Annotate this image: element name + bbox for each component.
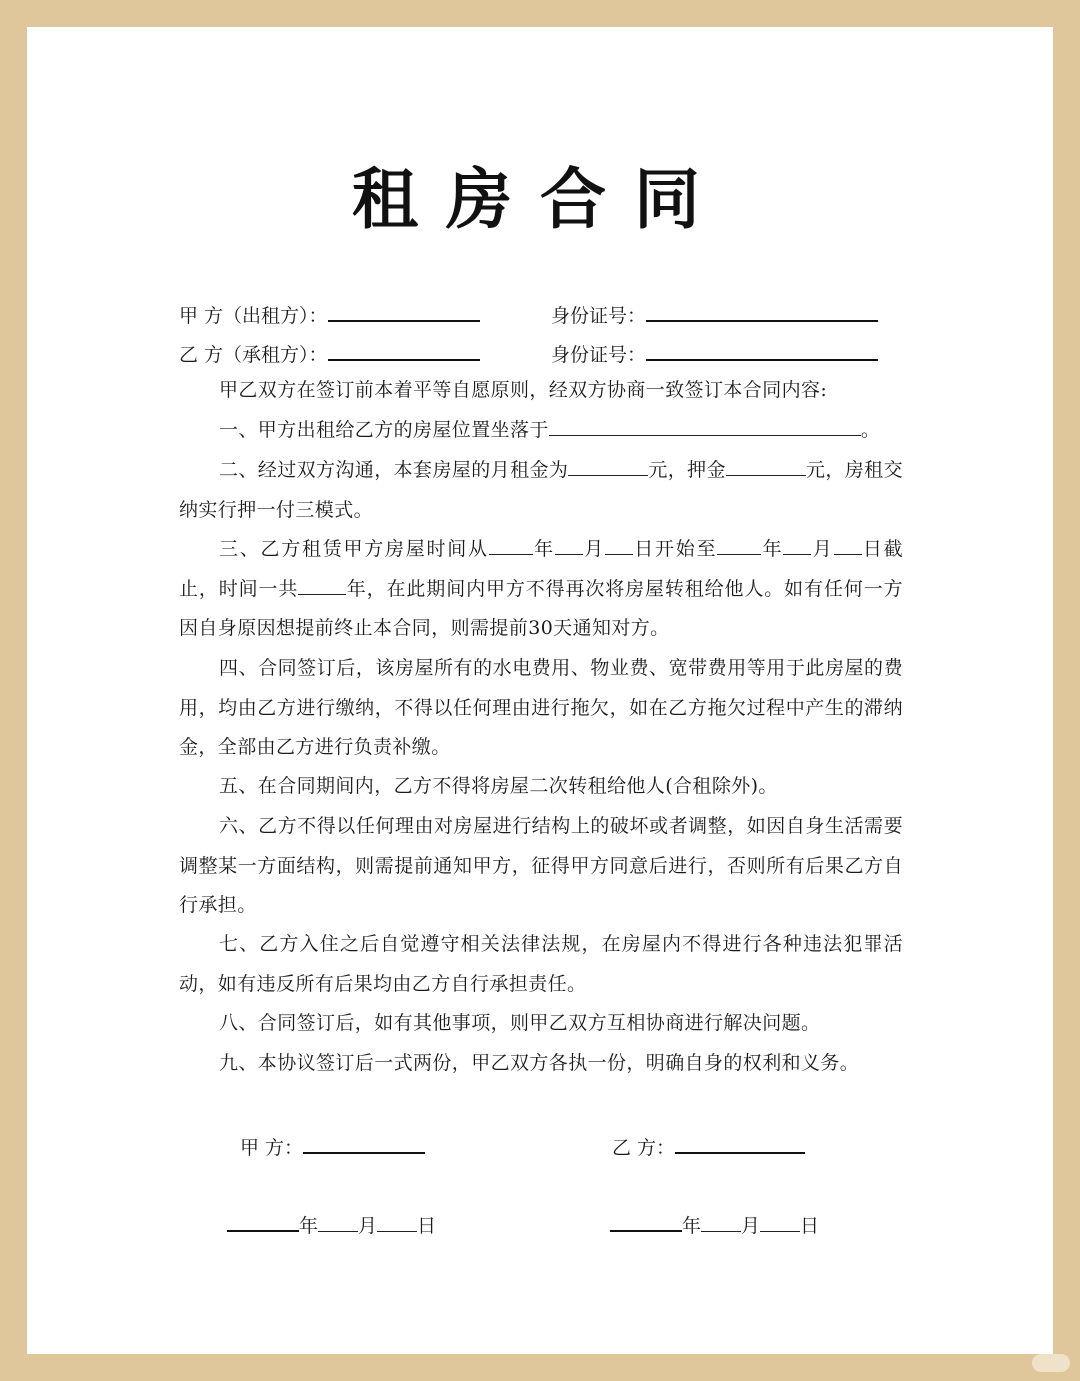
party-b-row [179, 339, 480, 367]
party-b-id-label: 身份证号： [551, 344, 647, 366]
date-a-year-label: 年 [299, 1215, 319, 1237]
sign-b-row [612, 1132, 805, 1160]
party-b-name-field[interactable] [328, 339, 480, 361]
party-a-id-field[interactable] [646, 300, 878, 322]
party-b-label: 乙 方（承租方）： [179, 344, 328, 366]
date-b-year-field[interactable] [610, 1210, 682, 1232]
sign-b-field[interactable] [675, 1132, 805, 1154]
end-month-field[interactable] [783, 534, 811, 555]
end-day-field[interactable] [834, 534, 862, 555]
party-b-id-field[interactable] [646, 339, 878, 361]
lease-duration-field[interactable] [298, 574, 346, 595]
clause-5: 五、在合同期间内，乙方不得将房屋二次转租给他人(合租除外)。 [219, 775, 778, 797]
party-a-id-label: 身份证号： [551, 305, 647, 327]
party-a-row [179, 300, 480, 328]
document-title: 租房合同 [352, 161, 728, 238]
property-address-field[interactable] [549, 415, 861, 436]
date-a-row [227, 1210, 436, 1238]
date-b-day-field[interactable] [760, 1211, 800, 1232]
date-b-year-label: 年 [682, 1215, 702, 1237]
clause-3-month-2: 月 [811, 538, 834, 560]
date-a-month-label: 月 [358, 1215, 378, 1237]
sign-a-label: 甲 方： [240, 1137, 304, 1159]
clause-3 [179, 530, 903, 649]
clause-3-month-1: 月 [582, 538, 605, 560]
party-b-id-row [551, 339, 878, 367]
party-a-name-field[interactable] [328, 300, 480, 322]
clause-2-text-a: 二、经过双方沟通，本套房屋的月租金为 [219, 459, 569, 481]
clause-2-text-b: 元，押金 [648, 459, 726, 481]
date-a-month-field[interactable] [318, 1211, 358, 1232]
end-year-field[interactable] [717, 534, 761, 555]
date-a-year-field[interactable] [227, 1210, 299, 1232]
date-a-day-field[interactable] [377, 1211, 417, 1232]
clause-3-text-c: 日截止，时间一共 [179, 538, 904, 600]
clause-3-text-d: 年，在此期间内甲方不得再次将房屋转租给他人。如有任何一方因自身原因想提前终止本合同，则需提前30天通知对方。 [179, 577, 903, 639]
monthly-rent-field[interactable] [568, 455, 648, 476]
clause-3-year-2: 年 [761, 538, 784, 560]
start-day-field[interactable] [605, 534, 633, 555]
clause-1 [179, 411, 903, 451]
clause-1-end: 。 [860, 419, 881, 441]
clause-3-text-b: 日开始至 [632, 538, 718, 560]
clause-3-year-1: 年 [532, 538, 555, 560]
party-a-label: 甲 方（出租方）： [179, 305, 328, 327]
date-b-day-label: 日 [800, 1215, 820, 1237]
clause-2-text-c: 元，房租交纳实行押一付三模式。 [179, 459, 903, 521]
start-month-field[interactable] [555, 534, 583, 555]
clause-3-text-a: 三、乙方租赁甲方房屋时间从 [219, 538, 489, 560]
date-b-row [610, 1210, 819, 1238]
sign-b-label: 乙 方： [612, 1137, 676, 1159]
clause-1-text: 一、甲方出租给乙方的房屋位置坐落于 [219, 419, 549, 441]
sign-a-field[interactable] [303, 1132, 425, 1154]
date-a-day-label: 日 [417, 1215, 437, 1237]
clause-6: 六、乙方不得以任何理由对房屋进行结构上的破坏或者调整，如因自身生活需要调整某一方面结构，则需提前通知甲方，征得甲方同意后进行，否则所有后果乙方自行承担。 [179, 815, 903, 916]
clause-8: 八、合同签订后，如有其他事项，则甲乙双方互相协商进行解决问题。 [219, 1012, 821, 1034]
deposit-field[interactable] [726, 455, 806, 476]
clause-4: 四、合同签订后，该房屋所有的水电费用、物业费、宽带费用等用于此房屋的费用，均由乙方进行缴纳，不得以任何理由进行拖欠，如在乙方拖欠过程中产生的滞纳金，全部由乙方进行负责补缴。 [179, 657, 903, 758]
clause-2 [179, 451, 903, 530]
intro-paragraph: 甲乙双方在签订前本着平等自愿原则，经双方协商一致签订本合同内容: [219, 379, 828, 401]
party-a-id-row [551, 300, 878, 328]
clause-9: 九、本协议签订后一式两份，甲乙双方各执一份，明确自身的权利和义务。 [219, 1052, 860, 1074]
sign-a-row [240, 1132, 425, 1160]
watermark-badge [1032, 1354, 1070, 1372]
date-b-month-label: 月 [741, 1215, 761, 1237]
clause-7: 七、乙方入住之后自觉遵守相关法律法规，在房屋内不得进行各种违法犯罪活动，如有违反所有后果均由乙方自行承担责任。 [179, 933, 903, 995]
date-b-month-field[interactable] [701, 1211, 741, 1232]
start-year-field[interactable] [489, 534, 533, 555]
